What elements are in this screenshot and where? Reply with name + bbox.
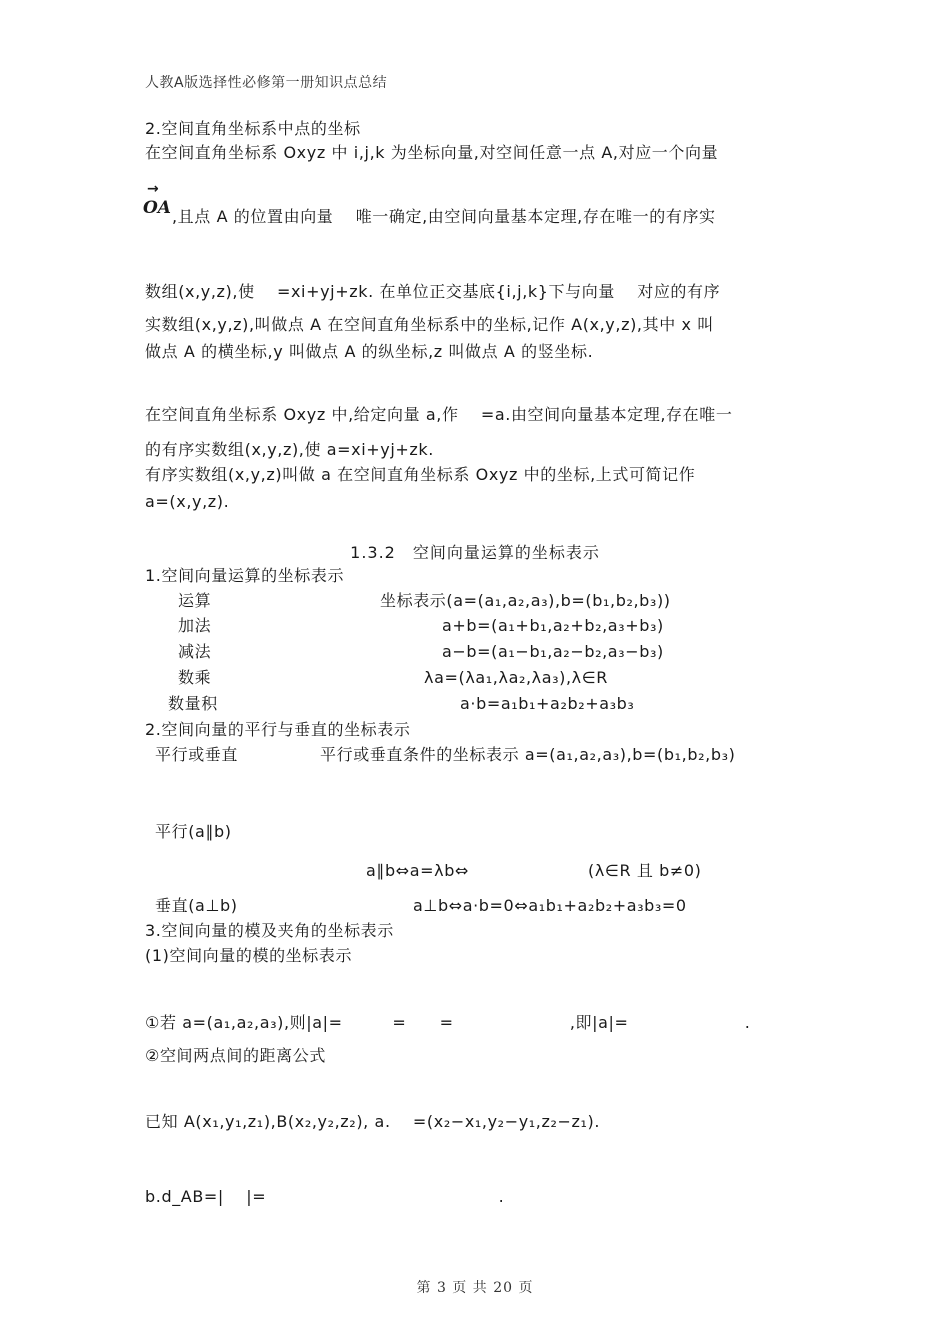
subsection-heading: 2.空间向量的平行与垂直的坐标表示 [145, 720, 411, 739]
vector-oa-label: OA [143, 198, 171, 218]
paragraph-line: a=(x,y,z). [145, 492, 230, 511]
table-cell-expr: 坐标表示(a=(a₁,a₂,a₃),b=(b₁,b₂,b₃)) [380, 591, 671, 610]
table-head-left: 平行或垂直 [155, 745, 239, 764]
vector-arrow-icon: → [147, 181, 159, 197]
table-cell-expr: a·b=a₁b₁+a₂b₂+a₃b₃ [460, 694, 635, 713]
table-head-right: 平行或垂直条件的坐标表示 a=(a₁,a₂,a₃),b=(b₁,b₂,b₃) [320, 745, 736, 764]
subsection-heading: (1)空间向量的模的坐标表示 [145, 946, 353, 965]
table-cell-op: 加法 [178, 616, 212, 635]
subsection-heading: 3.空间向量的模及夹角的坐标表示 [145, 921, 394, 940]
perpendicular-expression: a⊥b⇔a·b=0⇔a₁b₁+a₂b₂+a₃b₃=0 [413, 896, 687, 915]
paragraph-line: ,且点 A 的位置由向量 唯一确定,由空间向量基本定理,存在唯一的有序实 [172, 207, 716, 226]
parallel-label: 平行(a∥b) [155, 822, 232, 841]
page-footer: 第 3 页 共 20 页 [416, 1280, 534, 1296]
perpendicular-label: 垂直(a⊥b) [155, 896, 238, 915]
table-cell-op: 数乘 [178, 668, 212, 687]
table-cell-expr: a−b=(a₁−b₁,a₂−b₂,a₃−b₃) [442, 642, 664, 661]
paragraph-line: 实数组(x,y,z),叫做点 A 在空间直角坐标系中的坐标,记作 A(x,y,z),其中 x 叫 [145, 315, 714, 334]
paragraph-line: 在空间直角坐标系 Oxyz 中,给定向量 a,作 =a.由空间向量基本定理,存在唯一 [145, 405, 733, 424]
norm-formula: ①若 a=(a₁,a₂,a₃),则|a|= = = ,即|a|= . [145, 1013, 751, 1032]
table-cell-expr: λa=(λa₁,λa₂,λa₃),λ∈R [424, 668, 609, 687]
paragraph-line: 的有序实数组(x,y,z),使 a=xi+yj+zk. [145, 440, 434, 459]
parallel-expression: a∥b⇔a=λb⇔ [366, 861, 470, 880]
section-title: 1.3.2 空间向量运算的坐标表示 [350, 543, 600, 562]
subsection-heading: ②空间两点间的距离公式 [145, 1046, 326, 1065]
paragraph-line: 数组(x,y,z),使 =xi+yj+zk. 在单位正交基底{i,j,k}下与向量 对应的有序 [145, 282, 721, 301]
table-cell-op: 数量积 [168, 694, 218, 713]
paragraph-line: 在空间直角坐标系 Oxyz 中 i,j,k 为坐标向量,对空间任意一点 A,对应一个向量 [145, 143, 719, 162]
section-heading: 2.空间直角坐标系中点的坐标 [145, 119, 361, 138]
paragraph-line: 做点 A 的横坐标,y 叫做点 A 的纵坐标,z 叫做点 A 的竖坐标. [145, 342, 594, 361]
table-cell-op: 减法 [178, 642, 212, 661]
table-cell-expr: a+b=(a₁+b₁,a₂+b₂,a₃+b₃) [442, 616, 664, 635]
parallel-condition: (λ∈R 且 b≠0) [588, 861, 702, 880]
page-header: 人教A版选择性必修第一册知识点总结 [145, 75, 388, 91]
points-formula: 已知 A(x₁,y₁,z₁),B(x₂,y₂,z₂), a. =(x₂−x₁,y₂−y₁,z₂−z₁). [145, 1112, 601, 1131]
vector-oa-symbol [143, 182, 175, 222]
subsection-heading: 1.空间向量运算的坐标表示 [145, 566, 345, 585]
paragraph-line: 有序实数组(x,y,z)叫做 a 在空间直角坐标系 Oxyz 中的坐标,上式可简记作 [145, 465, 696, 484]
table-cell-op: 运算 [178, 591, 212, 610]
distance-formula: b.d_AB=| |= . [145, 1187, 505, 1206]
